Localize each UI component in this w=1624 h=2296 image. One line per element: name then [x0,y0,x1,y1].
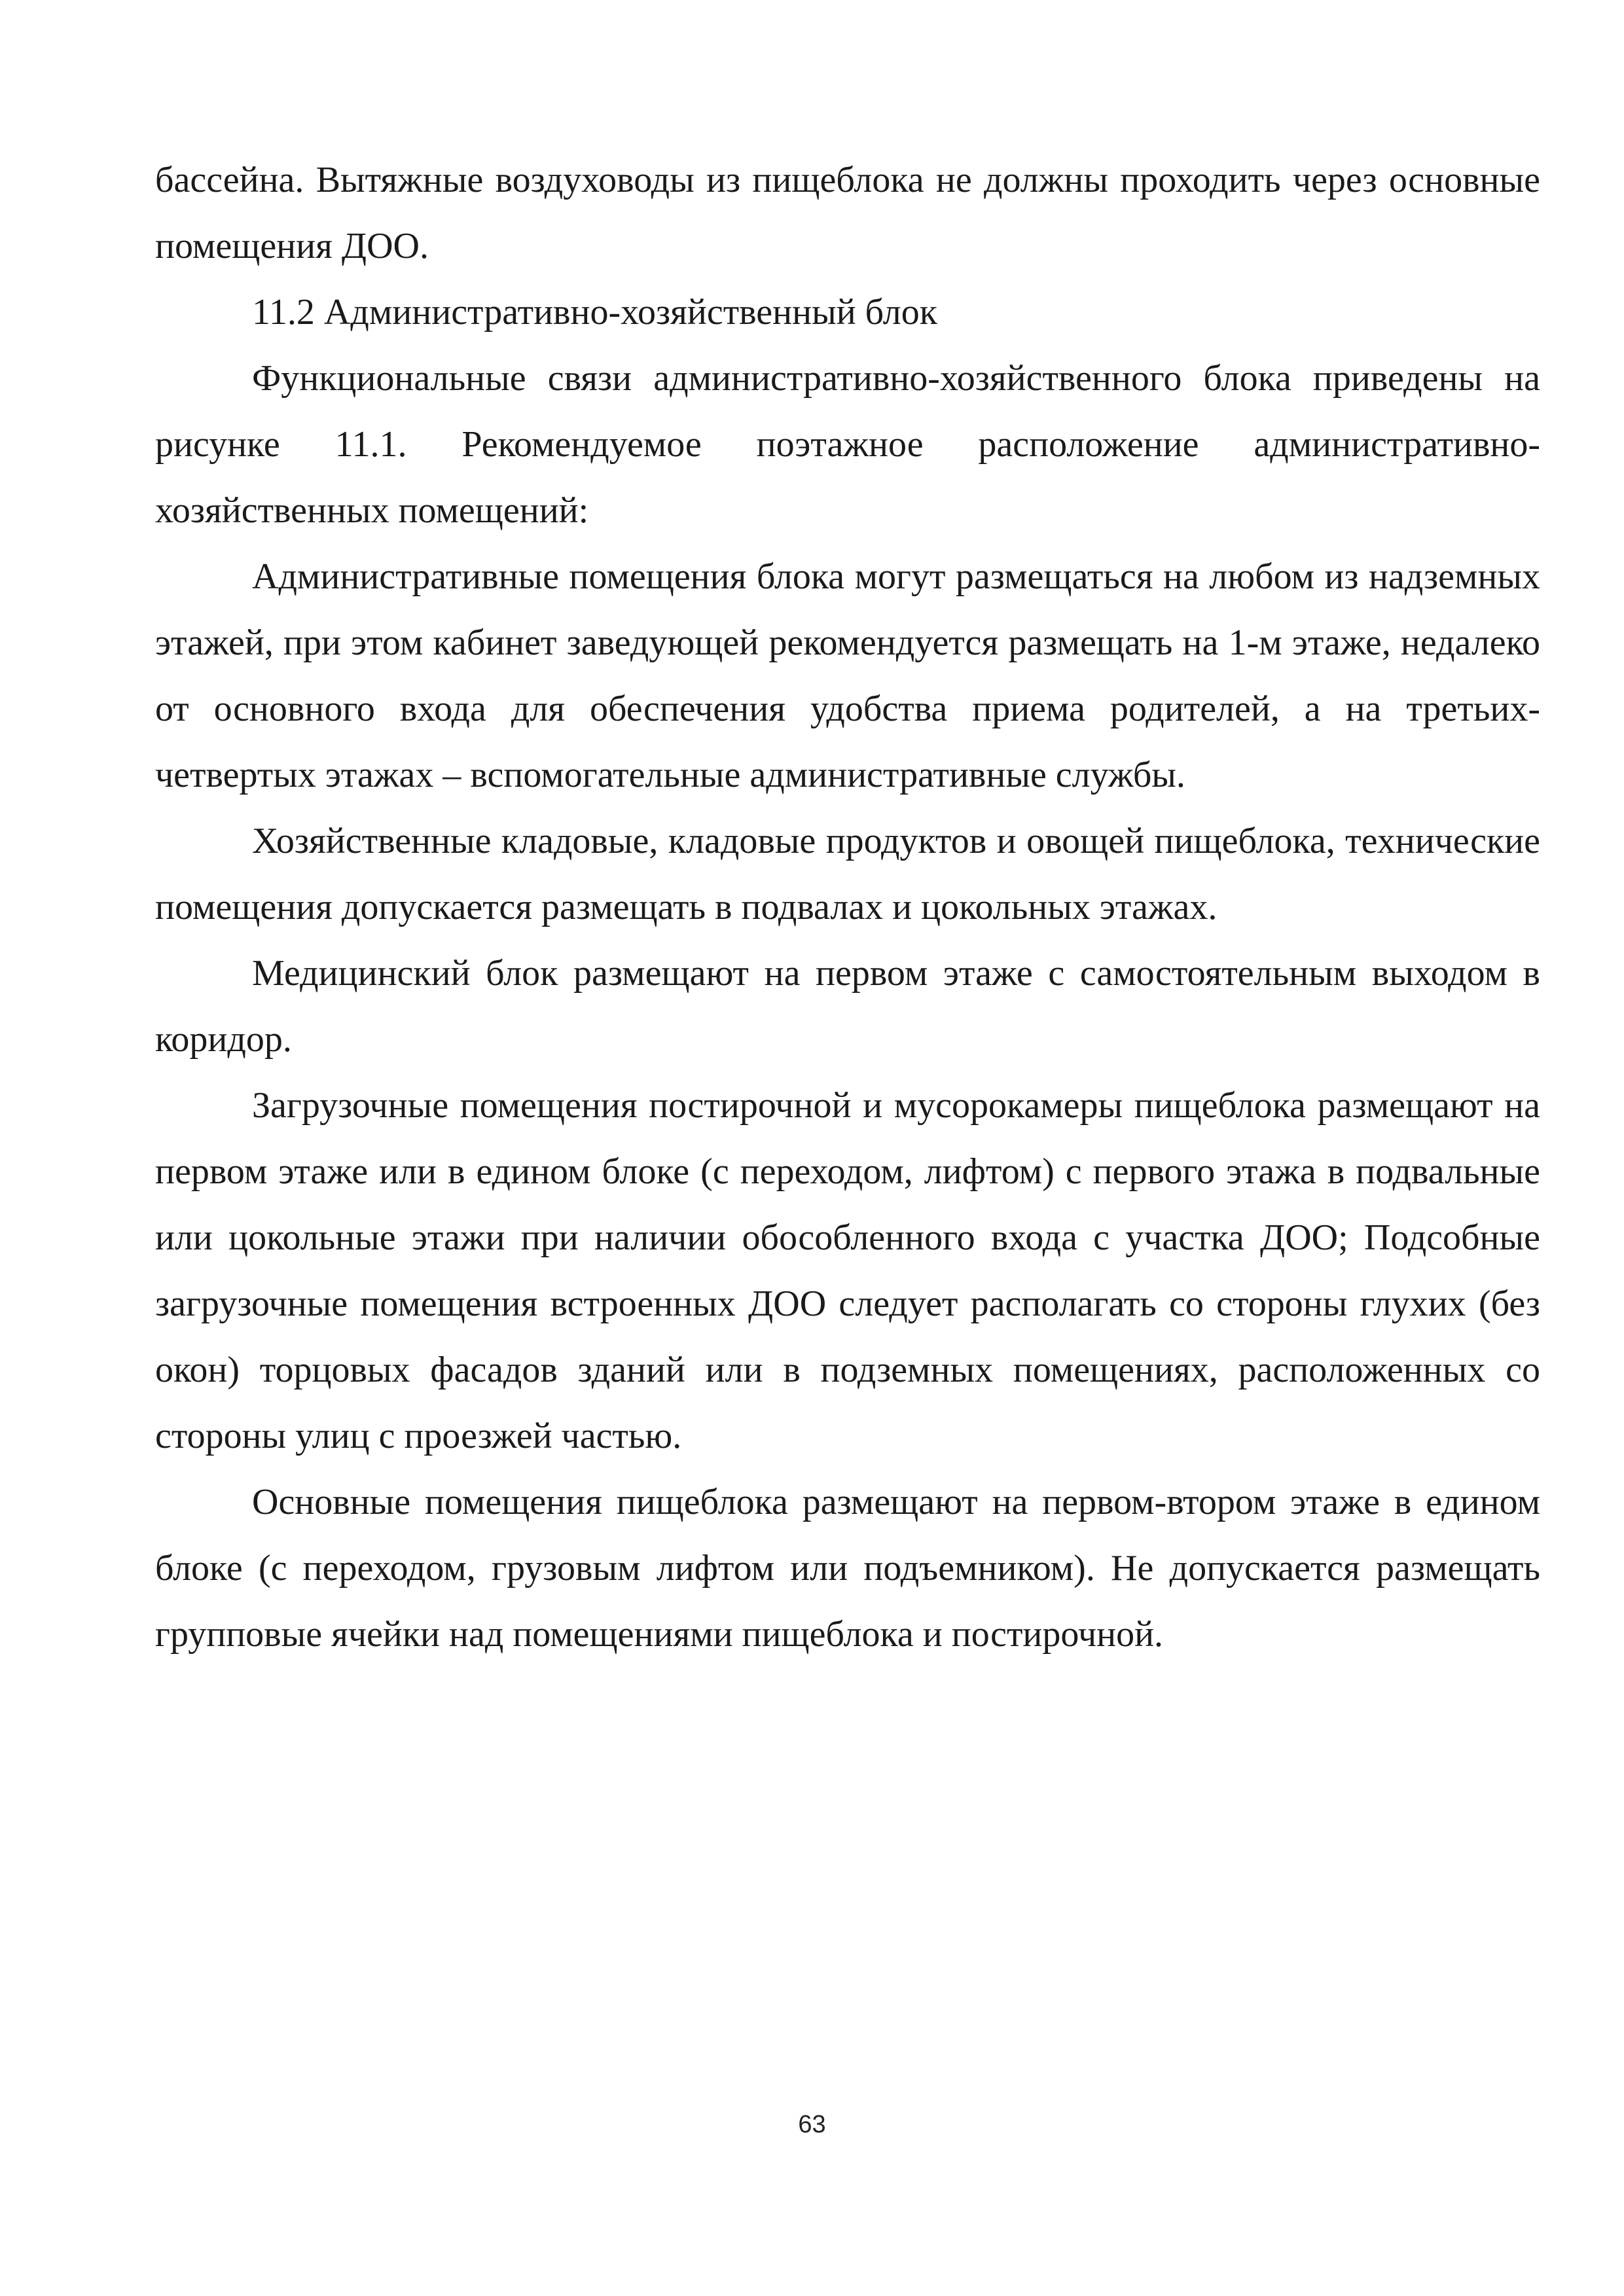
paragraph-functional-links: Функциональные связи административно-хозяйственного блока приведены на рисунке 11.1. Рекомендуемое поэтажное расположение административно-хозяйственных помещений: [155,358,1540,531]
document-page [155,147,1540,1668]
paragraph-kitchen: Основные помещения пищеблока размещают на первом-втором этаже в едином блоке (с переходом, грузовым лифтом или подъемником). Не допускается размещать групповые ячейки над помещениями пищеблока и постирочной. [155,1482,1540,1655]
paragraph-storage: Хозяйственные кладовые, кладовые продуктов и овощей пищеблока, технические помещения допускается размещать в подвалах и цокольных этажах. [155,821,1540,927]
paragraph-medical: Медицинский блок размещают на первом этаже с самостоятельным выходом в коридор. [155,953,1540,1060]
paragraph-admin-rooms: Административные помещения блока могут размещаться на любом из надземных этажей, при этом кабинет заведующей рекомендуется размещать на 1-м этаже, недалеко от основного входа для обеспечения удобства приема родителей, а на третьих-четвертых этажах – вспомогательные административные службы. [155,556,1540,795]
page-number: 63 [798,2111,826,2138]
section-heading: 11.2 Административно-хозяйственный блок [252,292,937,332]
paragraph-continuation: бассейна. Вытяжные воздуховоды из пищеблока не должны проходить через основные помещения ДОО. [155,160,1540,266]
paragraph-loading: Загрузочные помещения постирочной и мусорокамеры пищеблока размещают на первом этаже или в едином блоке (с переходом, лифтом) с первого этажа в подвальные или цокольные этажи при наличии обособленного входа с участка ДОО; Подсобные загрузочные помещения встроенных ДОО следует располагать со стороны глухих (без окон) торцовых фасадов зданий или в подземных помещениях, расположенных со стороны улиц с проезжей частью. [155,1085,1540,1456]
